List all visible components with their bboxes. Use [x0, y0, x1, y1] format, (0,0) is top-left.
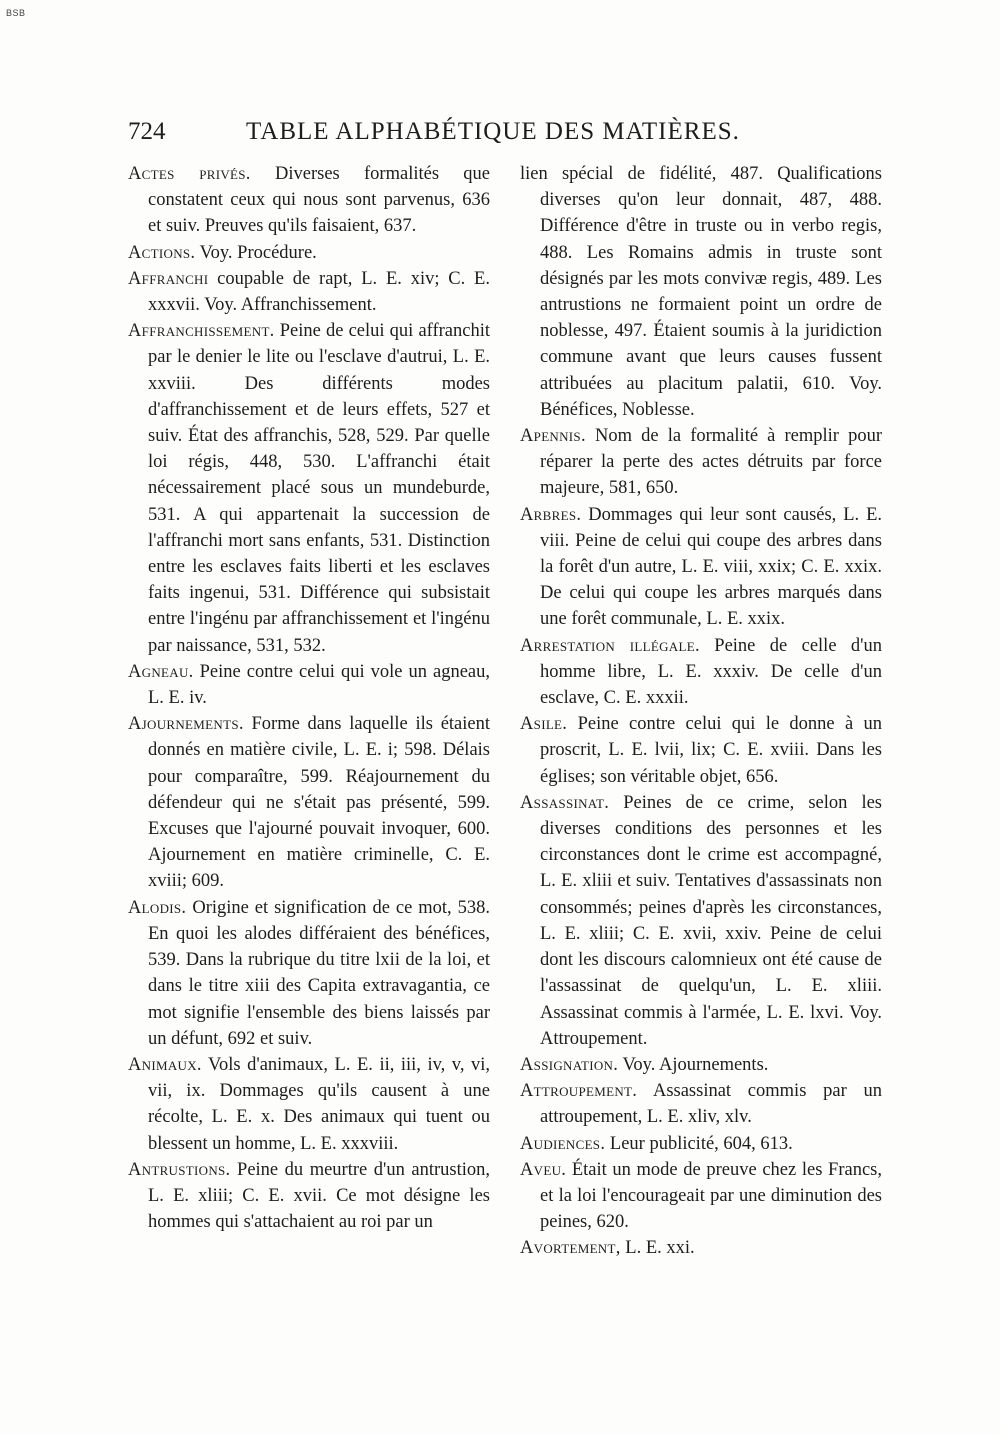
entry-head: Alodis. [128, 897, 187, 918]
entry-text: Assassinat commis par un attroupement, L. E. xliv, xlv. [540, 1081, 883, 1128]
index-entry [128, 1052, 490, 1157]
entry-head: Arrestation illégale. [520, 635, 700, 656]
entry-text: Peine contre celui qui le donne à un proscrit, L. E. lvii, lix; C. E. xviii. Dans les églises; son véritable objet, 656. [540, 714, 882, 787]
entry-head: Actions. [128, 242, 196, 263]
entry-text: Était un mode de preuve chez les Francs, et la loi l'encourageait par une diminution des peines, 620. [540, 1159, 882, 1233]
entry-head: Antrustions. [128, 1159, 231, 1180]
entry-text: Leur publicité, 604, 613. [609, 1133, 793, 1154]
index-entry [128, 266, 490, 318]
index-entry [520, 1235, 882, 1261]
index-entry [128, 1157, 490, 1236]
index-entry [520, 633, 882, 712]
entry-head: Attroupement. [520, 1081, 638, 1102]
library-stamp: BSB [6, 8, 26, 18]
entry-text: coupable de rapt, L. E. xiv; C. E. xxxvii. Voy. Affranchissement. [148, 268, 490, 316]
entry-head: Apennis. [520, 426, 586, 447]
entry-head: Affranchissement. [128, 321, 275, 342]
entry-text: Voy. Ajournements. [622, 1054, 769, 1075]
index-entry [520, 502, 882, 633]
entry-head: Agneau. [128, 661, 194, 682]
entry-head: Ajournements. [128, 714, 244, 735]
index-entry [520, 790, 882, 1052]
entry-text: L. E. xxi. [625, 1238, 695, 1259]
entry-head: Aveu. [520, 1159, 567, 1180]
entry-head: Animaux. [128, 1054, 202, 1075]
entry-text: Peine du meurtre d'un antrustion, L. E. xliii; C. E. xvii. Ce mot désigne les hommes qui s'attachaient au roi par un [148, 1159, 491, 1233]
entry-head: Asile. [520, 714, 568, 735]
entry-text: Diverses formalités que constatent ceux qui nous sont parvenus, 636 et suiv. Preuves qu'ils faisaient, 637. [148, 164, 491, 237]
entry-text: Peine de celle d'un homme libre, L. E. xxxiv. De celle d'un esclave, C. E. xxxii. [540, 635, 882, 709]
index-entry [520, 1131, 882, 1157]
entry-head: Arbres. [520, 504, 582, 525]
entry-text: Voy. Procédure. [199, 242, 317, 263]
right-column [520, 161, 882, 1262]
index-entry [128, 318, 490, 659]
entry-text: Forme dans laquelle ils étaient donnés en matière civile, L. E. i; 598. Délais pour comparaître, 599. Réajournement du défendeur qui ne s'était pas présenté, 599. Excuses que l'ajourné pouvait invoquer, 600. Ajournement en matière criminelle, C. E. xviii; 609. [148, 714, 490, 892]
entry-text: Origine et signification de ce mot, 538. En quoi les alodes différaient des bénéfices, 539. Dans la rubrique du titre lxii de la loi, et dans le titre xiii des Capita extravagantia, ce mot signifie l'ensemble des biens laissés par un défunt, 692 et suiv. [148, 897, 491, 1049]
entry-text: Vols d'animaux, L. E. ii, iii, iv, v, vi, vii, ix. Dommages qu'ils causent à une récolte, L. E. x. Des animaux qui tuent ou blessent un homme, L. E. xxxviii. [148, 1054, 491, 1154]
entry-text: Peines de ce crime, selon les diverses conditions des personnes et les circonstances dont le crime est accompagné, L. E. xliii et suiv. Tentatives d'assassinats non consommés; peines d'après les circonstances, L. E. xliii; C. E. xvii, xxiv. Peine de celui dont les discours calomnieux ont été cause de l'assassinat de quelqu'un, L. E. xliii. Assassinat commis à l'armée, L. E. lxvi. Voy. Attroupement. [540, 792, 882, 1049]
index-entry [520, 1052, 882, 1078]
index-entry [128, 659, 490, 711]
index-entry [128, 240, 490, 266]
index-entry [128, 895, 490, 1052]
entry-text: Peine de celui qui affranchit par le denier le lite ou l'esclave d'autrui, L. E. xxviii. Des différents modes d'affranchissement et de leurs effets, 527 et suiv. État des affranchis, 528, 529. Par quelle loi régis, 448, 530. L'affranchi était nécessairement placé sous un mundeburde, 531. A qui appartenait la succession de l'affranchi mort sans enfants, 531. Distinction entre les esclaves faits liberti et les esclaves faits ingenui, 531. Différence qui subsistait entre l'ingénu par affranchissement et l'ingénu par naissance, 531, 532. [148, 321, 491, 656]
entry-text: lien spécial de fidélité, 487. Qualifications diverses qu'on leur donnait, 487, 488. Différence d'être in truste ou in verbo regis, 488. Les Romains admis in truste sont désignés par les mots convivæ regis, 489. Les antrustions ne formaient point un ordre de noblesse, 497. Étaient soumis à la juridiction commune avant que leurs causes fussent attribuées au placitum palatii, 610. Voy. Bénéfices, Noblesse. [520, 164, 882, 420]
index-entry [520, 711, 882, 790]
entry-text: Nom de la formalité à remplir pour réparer la perte des actes détruits par force majeure, 581, 650. [540, 426, 882, 499]
entry-text: Dommages qui leur sont causés, L. E. viii. Peine de celui qui coupe des arbres dans la forêt d'un autre, L. E. viii, xxix; C. E. xxix. De celui qui coupe les arbres marqués dans une forêt communale, L. E. xxix. [540, 504, 882, 630]
index-entry [520, 423, 882, 502]
index-entry [520, 1078, 882, 1130]
entry-head: Assignation. [520, 1054, 619, 1075]
entry-head: Actes privés. [128, 164, 251, 184]
page-header [128, 118, 888, 154]
entry-head: Assassinat. [520, 792, 610, 813]
page-number: 724 [128, 118, 166, 145]
running-title: TABLE ALPHABÉTIQUE DES MATIÈRES. [246, 118, 740, 145]
index-entry [520, 1157, 882, 1236]
index-entry [128, 711, 490, 894]
entry-head: Audiences. [520, 1133, 606, 1154]
index-entry-continued [520, 161, 882, 423]
entry-head: Affranchi [128, 268, 209, 289]
entry-head: Avortement, [520, 1238, 621, 1259]
entry-text: Peine contre celui qui vole un agneau, L. E. iv. [148, 661, 491, 709]
index-entry [128, 161, 490, 240]
left-column [128, 161, 490, 1235]
